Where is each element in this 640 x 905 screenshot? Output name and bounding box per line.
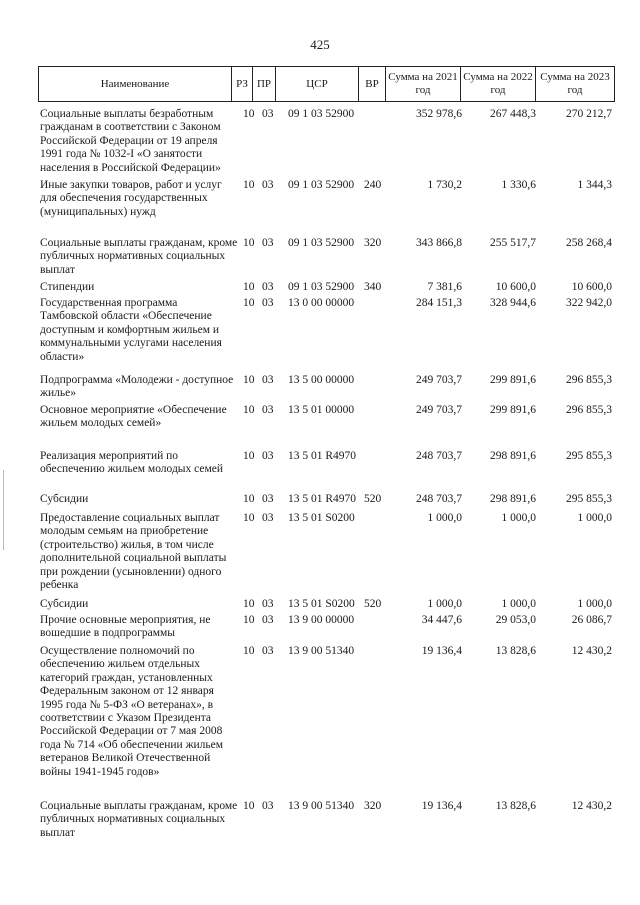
row-csr: 13 9 00 51340 <box>288 800 355 812</box>
row-s2021: 248 703,7 <box>416 450 462 462</box>
row-rz: 10 <box>243 512 255 524</box>
row-rz: 10 <box>243 614 255 626</box>
row-csr: 13 9 00 00000 <box>288 614 355 626</box>
row-pr: 03 <box>262 512 274 524</box>
row-csr: 13 5 01 S0200 <box>288 512 355 524</box>
row-pr: 03 <box>262 281 274 293</box>
row-s2022: 298 891,6 <box>490 493 536 505</box>
row-vr: 240 <box>364 179 382 191</box>
row-rz: 10 <box>243 179 255 191</box>
header-sum-2022: Сумма на 2022 год <box>460 66 536 102</box>
row-pr: 03 <box>262 493 274 505</box>
row-csr: 13 0 00 00000 <box>288 297 355 309</box>
row-s2022: 267 448,3 <box>490 108 536 120</box>
row-s2023: 322 942,0 <box>566 297 612 309</box>
row-name: Подпрограмма «Молодежи - доступное жилье» <box>40 374 234 400</box>
row-s2021: 248 703,7 <box>416 493 462 505</box>
row-csr: 09 1 03 52900 <box>288 179 355 191</box>
row-s2023: 258 268,4 <box>566 237 612 249</box>
row-pr: 03 <box>262 614 274 626</box>
row-s2022: 1 000,0 <box>501 598 536 610</box>
row-s2022: 29 053,0 <box>495 614 536 626</box>
row-name: Социальные выплаты гражданам, кроме публичных нормативных социальных выплат <box>40 237 238 276</box>
row-vr: 320 <box>364 800 382 812</box>
row-s2023: 1 000,0 <box>577 512 612 524</box>
row-s2022: 255 517,7 <box>490 237 536 249</box>
row-csr: 13 5 01 R4970 <box>288 493 357 505</box>
row-s2021: 352 978,6 <box>416 108 462 120</box>
row-name: Субсидии <box>40 493 89 505</box>
row-s2023: 295 855,3 <box>566 493 612 505</box>
row-s2021: 34 447,6 <box>421 614 462 626</box>
row-name: Иные закупки товаров, работ и услуг для обеспечения государственных (муниципальных) нужд <box>40 179 222 218</box>
row-pr: 03 <box>262 297 274 309</box>
row-s2023: 12 430,2 <box>571 645 612 657</box>
row-s2023: 26 086,7 <box>571 614 612 626</box>
row-s2023: 296 855,3 <box>566 374 612 386</box>
row-s2022: 13 828,6 <box>495 645 536 657</box>
row-csr: 13 9 00 51340 <box>288 645 355 657</box>
row-name: Стипендии <box>40 281 95 293</box>
row-name: Государственная программа Тамбовской области «Обеспечение доступным и комфортным жильем и коммунальными услугами населения области» <box>40 297 222 363</box>
row-rz: 10 <box>243 598 255 610</box>
row-pr: 03 <box>262 404 274 416</box>
row-vr: 520 <box>364 598 382 610</box>
row-pr: 03 <box>262 450 274 462</box>
row-rz: 10 <box>243 493 255 505</box>
row-s2021: 1 730,2 <box>427 179 462 191</box>
row-name: Прочие основные мероприятия, не вошедшие в подпрограммы <box>40 614 211 640</box>
row-name: Осуществление полномочий по обеспечению жильем отдельных категорий граждан, установленных Федеральным законом от 12 января 1995 года № 5-ФЗ «О ветеранах», в соответствии с Указом Президента Российской Федерации от 7 мая 2008 года № 714 «Об обеспечении жильем ветеранов Великой Отечественной войны 1941-1945 годов» <box>40 645 224 778</box>
row-rz: 10 <box>243 237 255 249</box>
row-rz: 10 <box>243 297 255 309</box>
row-csr: 13 5 01 R4970 <box>288 450 357 462</box>
header-vr: ВР <box>358 66 386 102</box>
row-name: Предоставление социальных выплат молодым семьям на приобретение (строительство) жилья, в том числе дополнительной социальной выплаты при рождении (усыновлении) одного ребенка <box>40 512 227 592</box>
row-pr: 03 <box>262 374 274 386</box>
row-s2021: 343 866,8 <box>416 237 462 249</box>
row-pr: 03 <box>262 800 274 812</box>
header-sum-2023: Сумма на 2023 год <box>535 66 615 102</box>
row-pr: 03 <box>262 237 274 249</box>
row-name: Социальные выплаты гражданам, кроме публичных нормативных социальных выплат <box>40 800 238 839</box>
row-s2021: 1 000,0 <box>427 598 462 610</box>
row-s2023: 1 344,3 <box>577 179 612 191</box>
row-rz: 10 <box>243 800 255 812</box>
row-rz: 10 <box>243 281 255 293</box>
row-csr: 13 5 01 00000 <box>288 404 355 416</box>
row-pr: 03 <box>262 645 274 657</box>
row-s2023: 10 600,0 <box>571 281 612 293</box>
row-rz: 10 <box>243 404 255 416</box>
row-s2022: 1 330,6 <box>501 179 536 191</box>
row-csr: 09 1 03 52900 <box>288 108 355 120</box>
header-rz: РЗ <box>231 66 253 102</box>
row-rz: 10 <box>243 450 255 462</box>
row-name: Реализация мероприятий по обеспечению жильем молодых семей <box>40 450 224 476</box>
row-pr: 03 <box>262 108 274 120</box>
row-s2022: 299 891,6 <box>490 404 536 416</box>
margin-mark <box>3 470 4 550</box>
row-s2022: 1 000,0 <box>501 512 536 524</box>
row-s2023: 296 855,3 <box>566 404 612 416</box>
row-s2022: 298 891,6 <box>490 450 536 462</box>
header-name: Наименование <box>38 66 232 102</box>
header-csr: ЦСР <box>275 66 359 102</box>
row-s2022: 299 891,6 <box>490 374 536 386</box>
row-csr: 13 5 01 S0200 <box>288 598 355 610</box>
row-rz: 10 <box>243 108 255 120</box>
row-s2023: 270 212,7 <box>566 108 612 120</box>
row-s2023: 1 000,0 <box>577 598 612 610</box>
row-csr: 13 5 00 00000 <box>288 374 355 386</box>
row-name: Субсидии <box>40 598 89 610</box>
row-s2022: 328 944,6 <box>490 297 536 309</box>
row-csr: 09 1 03 52900 <box>288 281 355 293</box>
row-s2021: 284 151,3 <box>416 297 462 309</box>
row-rz: 10 <box>243 645 255 657</box>
row-s2023: 295 855,3 <box>566 450 612 462</box>
row-s2021: 7 381,6 <box>427 281 462 293</box>
row-pr: 03 <box>262 179 274 191</box>
row-s2021: 19 136,4 <box>421 800 462 812</box>
row-csr: 09 1 03 52900 <box>288 237 355 249</box>
row-name: Основное мероприятие «Обеспечение жильем молодых семей» <box>40 404 227 430</box>
row-s2021: 19 136,4 <box>421 645 462 657</box>
row-s2022: 10 600,0 <box>495 281 536 293</box>
row-s2021: 249 703,7 <box>416 404 462 416</box>
row-vr: 340 <box>364 281 382 293</box>
row-s2021: 1 000,0 <box>427 512 462 524</box>
row-s2021: 249 703,7 <box>416 374 462 386</box>
row-pr: 03 <box>262 598 274 610</box>
row-vr: 320 <box>364 237 382 249</box>
row-s2023: 12 430,2 <box>571 800 612 812</box>
row-name: Социальные выплаты безработным гражданам в соответствии с Законом Российской Федерации от 19 апреля 1991 года № 1032-I «О занятости населения в Российской Федерации» <box>40 108 221 174</box>
row-s2022: 13 828,6 <box>495 800 536 812</box>
row-rz: 10 <box>243 374 255 386</box>
row-vr: 520 <box>364 493 382 505</box>
header-pr: ПР <box>252 66 276 102</box>
header-sum-2021: Сумма на 2021 год <box>385 66 461 102</box>
page-number: 425 <box>310 37 330 52</box>
